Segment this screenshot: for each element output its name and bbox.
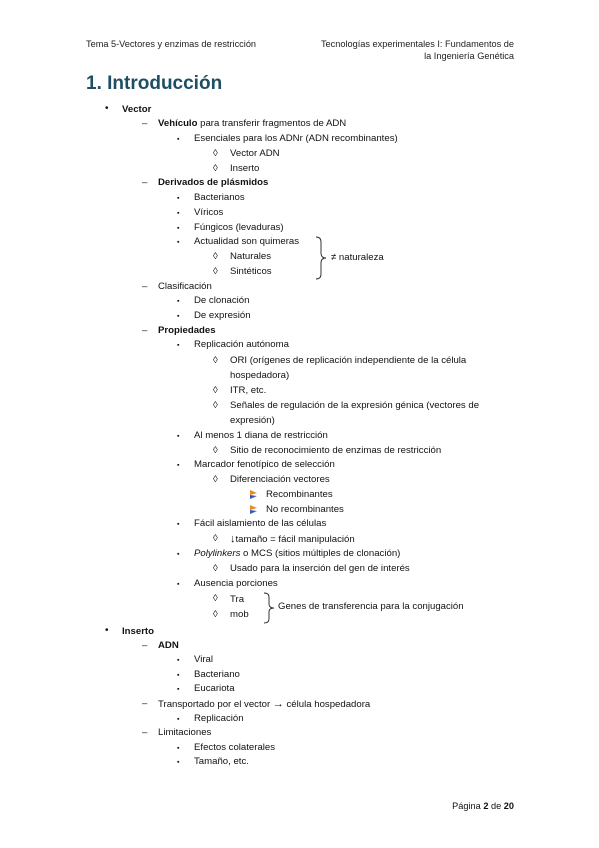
outline-adn: ADN xyxy=(158,640,179,651)
square-marker: ▪ xyxy=(177,759,180,766)
outline-naturales: Naturales xyxy=(230,251,272,262)
outline-replicacion2: Replicación xyxy=(194,713,244,724)
outline-inserto-sub: Inserto xyxy=(230,163,260,174)
outline-mob: mob xyxy=(230,609,249,620)
bullet-marker: • xyxy=(105,103,109,114)
dash-marker: – xyxy=(142,325,148,336)
square-marker: ▪ xyxy=(177,686,180,693)
dash-marker: – xyxy=(142,177,148,188)
outline-efectos: Efectos colaterales xyxy=(194,742,276,753)
outline-ori-1: ORI (orígenes de replicación independiente de la célula xyxy=(230,355,467,366)
outline-tamano xyxy=(230,533,355,546)
tamano-text: tamaño = fácil manipulación xyxy=(235,534,355,545)
outline-tra: Tra xyxy=(230,594,245,605)
outline-recombinantes: Recombinantes xyxy=(266,489,333,500)
outline-marcador: Marcador fenotípico de selección xyxy=(194,459,335,470)
diamond-marker: ◊ xyxy=(213,609,218,620)
outline-polylinkers xyxy=(194,548,400,560)
diamond-marker: ◊ xyxy=(213,474,218,485)
outline-replicacion: Replicación autónoma xyxy=(194,339,289,350)
outline-vehiculo xyxy=(158,118,346,130)
square-marker: ▪ xyxy=(177,581,180,588)
square-marker: ▪ xyxy=(177,210,180,217)
square-marker: ▪ xyxy=(177,657,180,664)
outline-itr: ITR, etc. xyxy=(230,385,267,396)
outline-expresion: De expresión xyxy=(194,310,251,321)
outline-usado: Usado para la inserción del gen de interés xyxy=(230,563,410,574)
diamond-marker: ◊ xyxy=(213,593,218,604)
diamond-marker: ◊ xyxy=(213,533,218,544)
page-footer xyxy=(420,801,514,811)
diamond-marker: ◊ xyxy=(213,163,218,174)
polylinkers-rest: o MCS (sitios múltiples de clonación) xyxy=(240,548,401,559)
diamond-marker: ◊ xyxy=(213,251,218,262)
diamond-marker: ◊ xyxy=(213,563,218,574)
outline-al-menos: Al menos 1 diana de restricción xyxy=(194,430,328,441)
flag-icon xyxy=(249,490,258,499)
header-right-line-2: la Ingeniería Genética xyxy=(424,50,514,61)
diamond-marker: ◊ xyxy=(213,445,218,456)
outline-senales-2: expresión) xyxy=(230,415,275,426)
right-brace-icon xyxy=(314,236,328,280)
header-left: Tema 5-Vectores y enzimas de restricción xyxy=(86,39,257,49)
square-marker: ▪ xyxy=(177,433,180,440)
genes-note: Genes de transferencia para la conjugación xyxy=(278,601,464,612)
outline-limitaciones: Limitaciones xyxy=(158,727,212,738)
header-right xyxy=(290,39,514,62)
outline-actualidad: Actualidad son quimeras xyxy=(194,236,300,247)
outline-propiedades: Propiedades xyxy=(158,325,216,336)
diamond-marker: ◊ xyxy=(213,355,218,366)
diamond-marker: ◊ xyxy=(213,266,218,277)
diamond-marker: ◊ xyxy=(213,400,218,411)
outline-esenciales: Esenciales para los ADNr (ADN recombinantes) xyxy=(194,133,398,144)
footer-mid: de xyxy=(488,801,504,811)
outline-vector: Vector xyxy=(122,104,152,115)
naturaleza-note: ≠ naturaleza xyxy=(331,252,384,263)
square-marker: ▪ xyxy=(177,551,180,558)
down-arrow-icon: ↓ xyxy=(230,533,236,545)
square-marker: ▪ xyxy=(177,136,180,143)
outline-bacterianos: Bacterianos xyxy=(194,192,245,203)
square-marker: ▪ xyxy=(177,521,180,528)
outline-viral: Viral xyxy=(194,654,214,665)
dash-marker: – xyxy=(142,118,148,129)
transportado-rest: célula hospedadora xyxy=(283,699,371,710)
vehiculo-rest: para transferir fragmentos de ADN xyxy=(197,118,347,129)
outline-eucariota: Eucariota xyxy=(194,683,235,694)
outline-clasificacion: Clasificación xyxy=(158,281,212,292)
header-right-line-1: Tecnologías experimentales I: Fundamentos de xyxy=(320,39,514,49)
square-marker: ▪ xyxy=(177,745,180,752)
dash-marker: – xyxy=(142,698,148,709)
square-marker: ▪ xyxy=(177,239,180,246)
outline-ausencia: Ausencia porciones xyxy=(194,578,278,589)
dash-marker: – xyxy=(142,640,148,651)
right-brace-icon xyxy=(262,592,276,624)
diamond-marker: ◊ xyxy=(213,385,218,396)
square-marker: ▪ xyxy=(177,342,180,349)
page-title: 1. Introducción xyxy=(86,73,223,94)
outline-sinteticos: Sintéticos xyxy=(230,266,272,277)
square-marker: ▪ xyxy=(177,313,180,320)
outline-diferenciacion: Diferenciación vectores xyxy=(230,474,330,485)
outline-senales-1: Señales de regulación de la expresión génica (vectores de xyxy=(230,400,480,411)
right-arrow-icon: → xyxy=(272,698,284,710)
square-marker: ▪ xyxy=(177,225,180,232)
outline-vector-adn: Vector ADN xyxy=(230,148,280,159)
polylinkers-italic: Polylinkers xyxy=(194,548,241,559)
dash-marker: – xyxy=(142,281,148,292)
outline-ori-2: hospedadora) xyxy=(230,370,290,381)
square-marker: ▪ xyxy=(177,298,180,305)
outline-transportado xyxy=(158,698,370,711)
square-marker: ▪ xyxy=(177,672,180,679)
outline-derivados: Derivados de plásmidos xyxy=(158,177,269,188)
outline-tamano-etc: Tamaño, etc. xyxy=(194,756,249,767)
square-marker: ▪ xyxy=(177,716,180,723)
dash-marker: – xyxy=(142,727,148,738)
transportado-text: Transportado por el vector xyxy=(158,699,271,710)
outline-clonacion: De clonación xyxy=(194,295,250,306)
bullet-marker: • xyxy=(105,625,109,636)
footer-page: 2 xyxy=(483,801,489,811)
outline-viricos: Víricos xyxy=(194,207,224,218)
outline-fungicos: Fúngicos (levaduras) xyxy=(194,222,284,233)
diamond-marker: ◊ xyxy=(213,148,218,159)
outline-sitio: Sitio de reconocimiento de enzimas de restricción xyxy=(230,445,442,456)
square-marker: ▪ xyxy=(177,462,180,469)
footer-prefix: Página xyxy=(452,801,484,811)
square-marker: ▪ xyxy=(177,195,180,202)
vehiculo-bold: Vehículo xyxy=(158,118,198,129)
outline-facil: Fácil aislamiento de las células xyxy=(194,518,327,529)
flag-icon xyxy=(249,505,258,514)
outline-inserto: Inserto xyxy=(122,626,154,637)
outline-no-recombinantes: No recombinantes xyxy=(266,504,344,515)
outline-bacteriano: Bacteriano xyxy=(194,669,240,680)
footer-total: 20 xyxy=(503,801,514,811)
